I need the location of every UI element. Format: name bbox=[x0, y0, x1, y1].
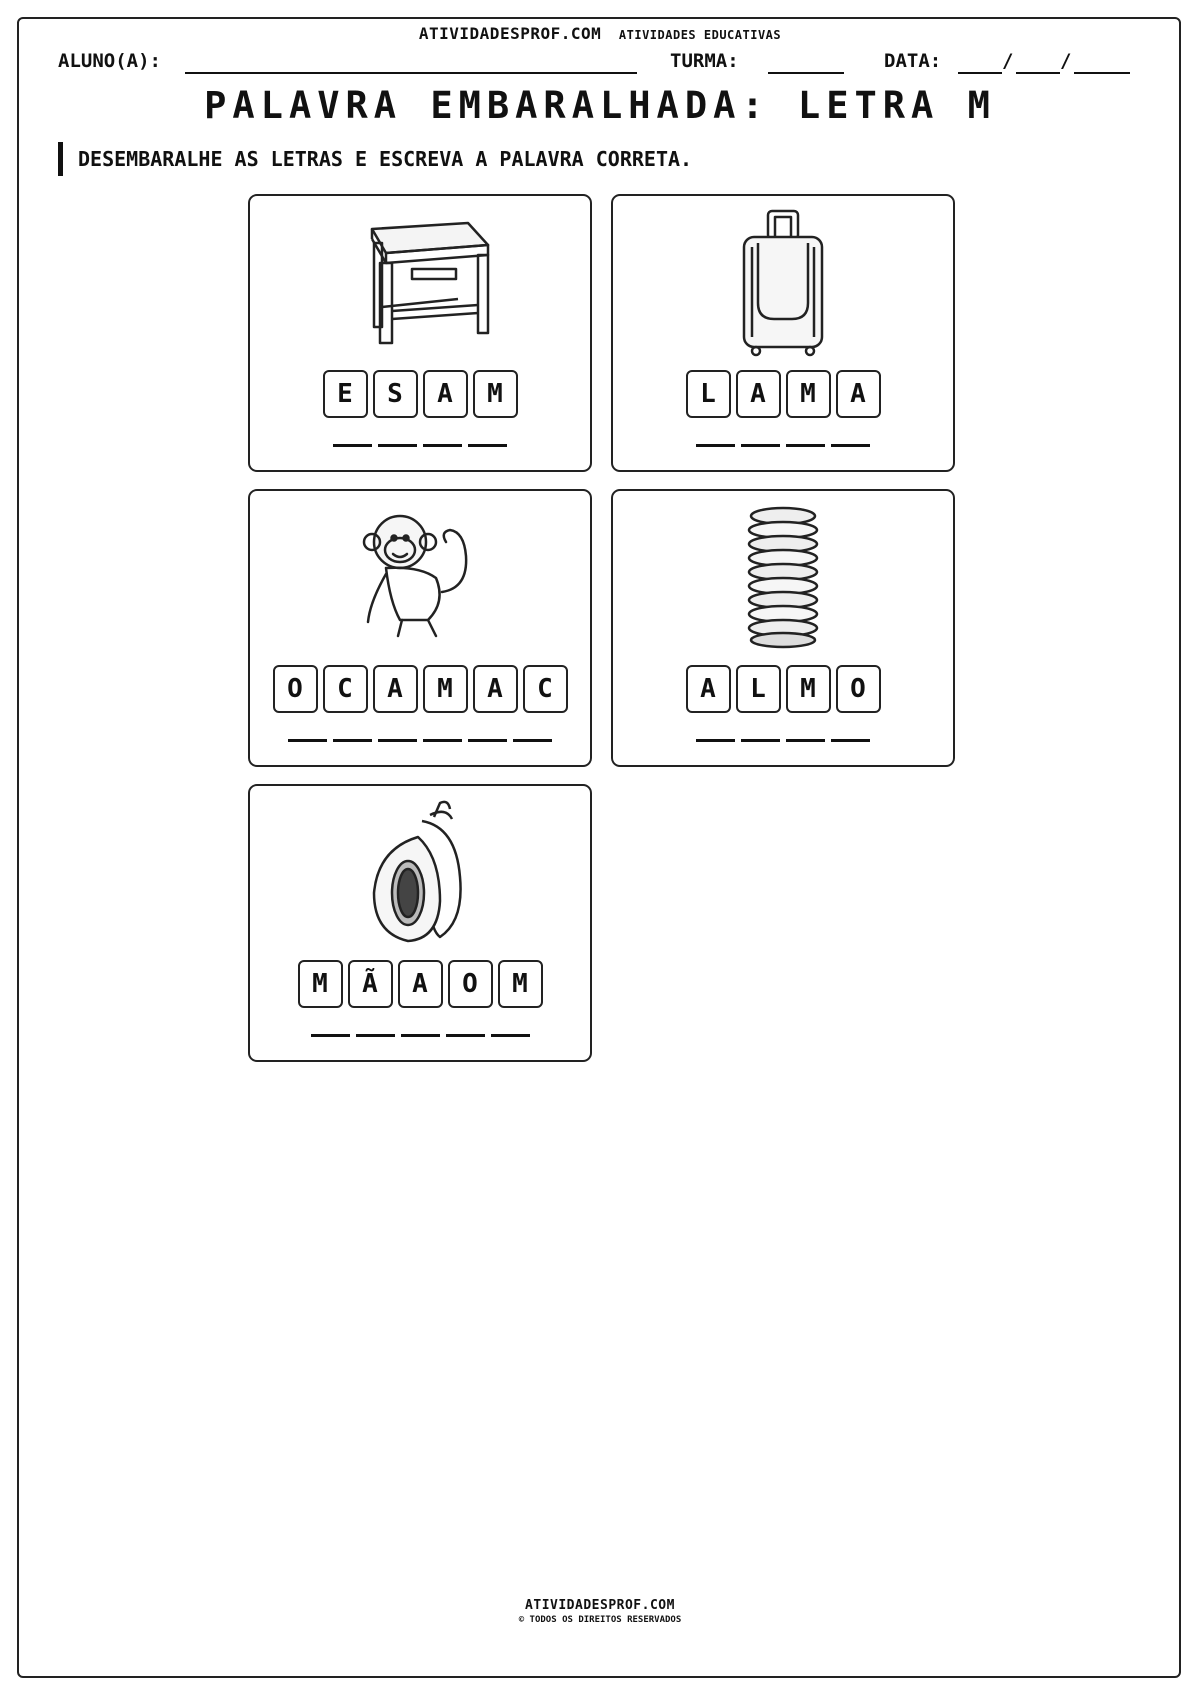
student-fields bbox=[58, 50, 1148, 80]
letter-tile: A bbox=[398, 960, 443, 1008]
letter-tile: M bbox=[786, 665, 831, 713]
date-day-line[interactable] bbox=[958, 72, 1002, 74]
letter-tile: C bbox=[523, 665, 568, 713]
letter-tile: M bbox=[498, 960, 543, 1008]
letter-tile: A bbox=[836, 370, 881, 418]
site-brand: ATIVIDADESPROF.COM bbox=[418, 24, 602, 43]
letter-tile: A bbox=[473, 665, 518, 713]
student-name-line[interactable] bbox=[185, 72, 637, 74]
letter-tile: M bbox=[786, 370, 831, 418]
word-card bbox=[248, 194, 592, 472]
table-icon bbox=[250, 202, 590, 362]
letter-tile: S bbox=[373, 370, 418, 418]
letter-tile: L bbox=[736, 665, 781, 713]
suitcase-icon bbox=[613, 202, 953, 362]
letter-tile: O bbox=[836, 665, 881, 713]
letter-tile: A bbox=[423, 370, 468, 418]
class-label: TURMA: bbox=[670, 50, 739, 72]
answer-line[interactable] bbox=[250, 444, 590, 447]
page-title: PALAVRA EMBARALHADA: LETRA M bbox=[204, 84, 996, 127]
word-card bbox=[611, 489, 955, 767]
letter-tile: M bbox=[423, 665, 468, 713]
answer-line[interactable] bbox=[250, 739, 590, 742]
site-header bbox=[0, 24, 1200, 43]
letter-tile: E bbox=[323, 370, 368, 418]
papaya-icon bbox=[250, 792, 590, 952]
answer-line[interactable] bbox=[613, 739, 953, 742]
instruction: DESEMBARALHE AS LETRAS E ESCREVA A PALAVRA CORRETA. bbox=[58, 142, 692, 176]
footer-site: ATIVIDADESPROF.COM bbox=[525, 1598, 675, 1613]
monkey-icon bbox=[250, 497, 590, 657]
letter-tile: C bbox=[323, 665, 368, 713]
letter-tile: M bbox=[298, 960, 343, 1008]
footer bbox=[0, 1598, 1200, 1625]
site-tagline: ATIVIDADES EDUCATIVAS bbox=[618, 28, 782, 42]
answer-line[interactable] bbox=[613, 444, 953, 447]
letter-tile: A bbox=[736, 370, 781, 418]
answer-line[interactable] bbox=[250, 1034, 590, 1037]
letter-tile: O bbox=[273, 665, 318, 713]
letter-tile: O bbox=[448, 960, 493, 1008]
letter-tile: Ã bbox=[348, 960, 393, 1008]
date-year-line[interactable] bbox=[1074, 72, 1130, 74]
class-line[interactable] bbox=[768, 72, 844, 74]
date-label: DATA: bbox=[884, 50, 942, 72]
page-border bbox=[17, 17, 1181, 1678]
letter-tile: A bbox=[373, 665, 418, 713]
letter-tile: L bbox=[686, 370, 731, 418]
letter-tile: A bbox=[686, 665, 731, 713]
letter-tile: M bbox=[473, 370, 518, 418]
student-label: ALUNO(A): bbox=[58, 50, 161, 72]
word-card bbox=[248, 489, 592, 767]
date-separator: / bbox=[1060, 50, 1072, 72]
footer-rights: © TODOS OS DIREITOS RESERVADOS bbox=[518, 1615, 682, 1625]
spring-icon bbox=[613, 497, 953, 657]
date-separator: / bbox=[1002, 50, 1014, 72]
word-card bbox=[611, 194, 955, 472]
date-month-line[interactable] bbox=[1016, 72, 1060, 74]
word-card bbox=[248, 784, 592, 1062]
